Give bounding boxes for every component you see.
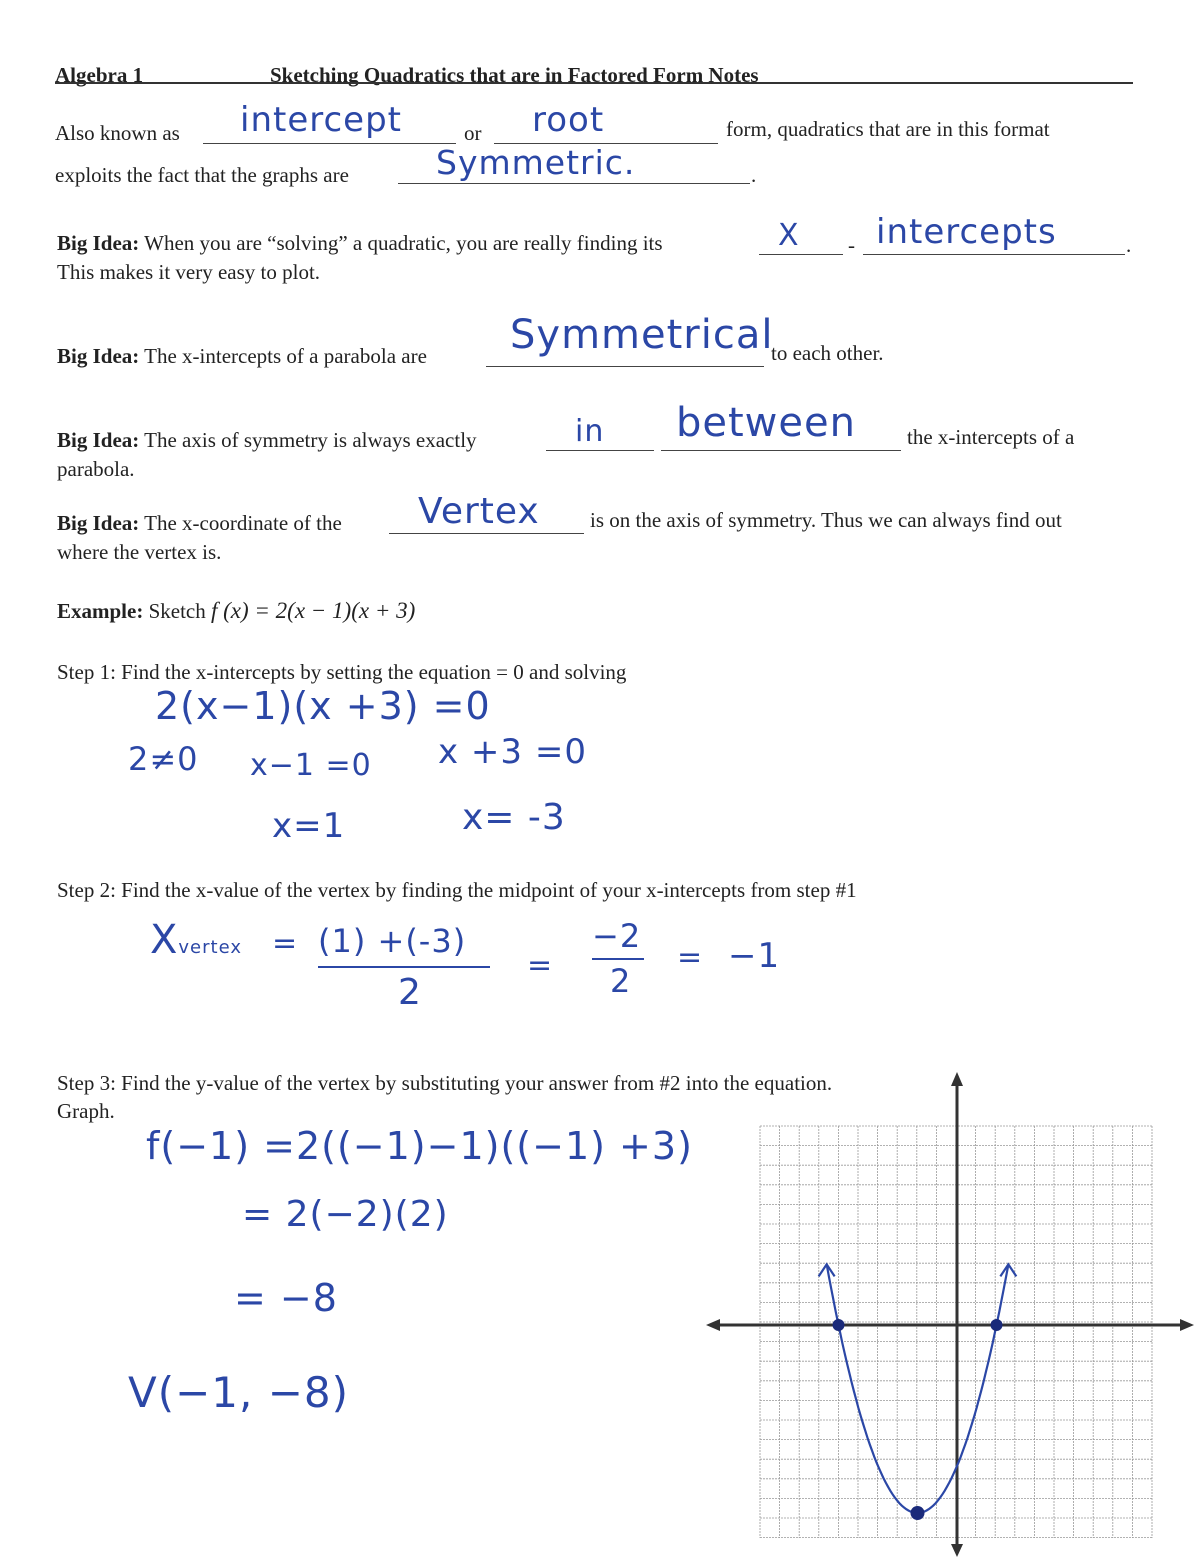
example-label: Example: xyxy=(57,599,144,623)
step-2-eq1: = xyxy=(272,926,299,961)
blank-symmetric-line xyxy=(398,183,750,184)
parabola-left-arrow-icon xyxy=(819,1264,835,1276)
big-idea-1-dash: - xyxy=(848,233,855,257)
answer-x: X xyxy=(778,218,800,253)
big-idea-4-text: The x-coordinate of the xyxy=(144,511,342,535)
answer-intercepts: intercepts xyxy=(876,212,1057,252)
step-1-work-2: 2≠0 xyxy=(128,740,199,778)
blank-x-line xyxy=(759,254,843,255)
intro-prefix: Also known as xyxy=(55,121,180,145)
big-idea-2-text: The x-intercepts of a parabola are xyxy=(144,344,427,368)
blank-in-line xyxy=(546,450,654,451)
y-axis-up-arrow-icon xyxy=(951,1072,963,1086)
big-idea-4-line2: where the vertex is. xyxy=(57,540,222,564)
step-2-fraction-bar-2 xyxy=(592,958,644,960)
step-2-text: Step 2: Find the x-value of the vertex by finding the midpoint of your x-intercepts from step #1 xyxy=(57,878,857,902)
blank-intercept-line xyxy=(203,143,456,144)
step-2-xvertex xyxy=(150,917,242,963)
step-1-work-equation: 2(x−1)(x +3) =0 xyxy=(155,684,491,728)
big-idea-1-line2: This makes it very easy to plot. xyxy=(57,260,321,284)
big-idea-1-text: When you are “solving” a quadratic, you are really finding its xyxy=(144,231,663,255)
step-3-work-2: = 2(−2)(2) xyxy=(242,1194,449,1235)
step-3-work-3: = −8 xyxy=(234,1276,338,1320)
y-axis-down-arrow-icon xyxy=(951,1544,963,1557)
big-idea-3-label: Big Idea: xyxy=(57,428,140,452)
answer-root: root xyxy=(532,100,605,140)
parabola-curve xyxy=(827,1264,1009,1513)
answer-symmetric: Symmetric. xyxy=(436,143,636,182)
step-2-denominator: 2 xyxy=(398,972,422,1013)
x-intercept-point-2 xyxy=(991,1319,1003,1331)
header-rule xyxy=(55,82,1133,84)
blank-between-line xyxy=(661,450,901,451)
big-idea-1-label: Big Idea: xyxy=(57,231,140,255)
step-1-work-c: x=1 xyxy=(272,806,346,846)
blank-vertex-line xyxy=(389,533,584,534)
blank-intercepts-line xyxy=(863,254,1125,255)
intro-suffix: form, quadratics that are in this format xyxy=(726,117,1050,141)
x-intercept-point-1 xyxy=(833,1319,845,1331)
intro-line2: exploits the fact that the graphs are xyxy=(55,163,349,187)
step-2-numerator-2: −2 xyxy=(592,917,642,955)
big-idea-4-suffix: is on the axis of symmetry. Thus we can always find out xyxy=(590,508,1062,532)
step-2-xvertex-sub: vertex xyxy=(178,937,243,958)
answer-intercept: intercept xyxy=(240,100,402,140)
course-label: Algebra 1 xyxy=(55,63,144,87)
answer-between: between xyxy=(676,400,856,446)
x-axis-left-arrow-icon xyxy=(706,1319,720,1331)
step-3-work-1: f(−1) =2((−1)−1)((−1) +3) xyxy=(146,1124,693,1168)
example-formula: f (x) = 2(x − 1)(x + 3) xyxy=(210,598,416,623)
step-1-work-d: x= -3 xyxy=(462,797,566,838)
step-2-eq3: = xyxy=(677,940,704,975)
big-idea-3-line2: parabola. xyxy=(57,457,135,481)
example-text: Sketch xyxy=(148,599,206,623)
step-1-work-b: x +3 =0 xyxy=(438,732,587,772)
step-2-eq2: = xyxy=(527,948,554,983)
big-idea-2-suffix: to each other. xyxy=(771,341,884,365)
step-2-result: −1 xyxy=(728,936,781,976)
graph-area xyxy=(700,1068,1195,1558)
step-3-work-4: V(−1, −8) xyxy=(128,1368,350,1417)
vertex-point xyxy=(911,1506,925,1520)
big-idea-3-suffix: the x-intercepts of a xyxy=(907,425,1075,449)
answer-symmetrical: Symmetrical xyxy=(510,312,774,358)
blank-symmetrical-line xyxy=(486,366,764,367)
intro-or: or xyxy=(464,121,482,145)
step-2-numerator: (1) +(-3) xyxy=(318,922,467,960)
step-2-fraction-bar xyxy=(318,966,490,968)
big-idea-4-label: Big Idea: xyxy=(57,511,140,535)
step-3-text: Step 3: Find the y-value of the vertex by substituting your answer from #2 into the equation. xyxy=(57,1071,833,1095)
step-3-line2: Graph. xyxy=(57,1099,115,1123)
answer-vertex: Vertex xyxy=(418,491,540,532)
step-2-xvertex-x: X xyxy=(150,917,179,963)
answer-in: in xyxy=(575,414,605,449)
step-2-denominator-2: 2 xyxy=(610,962,632,1000)
big-idea-1-period: . xyxy=(1126,233,1132,257)
big-idea-3-text: The axis of symmetry is always exactly xyxy=(144,428,477,452)
intro-period: . xyxy=(751,163,757,187)
big-idea-2-label: Big Idea: xyxy=(57,344,140,368)
step-1-text: Step 1: Find the x-intercepts by setting the equation = 0 and solving xyxy=(57,660,627,684)
x-axis-right-arrow-icon xyxy=(1180,1319,1194,1331)
step-1-work-a: x−1 =0 xyxy=(250,748,372,783)
page-title: Sketching Quadratics that are in Factored Form Notes xyxy=(270,63,759,87)
